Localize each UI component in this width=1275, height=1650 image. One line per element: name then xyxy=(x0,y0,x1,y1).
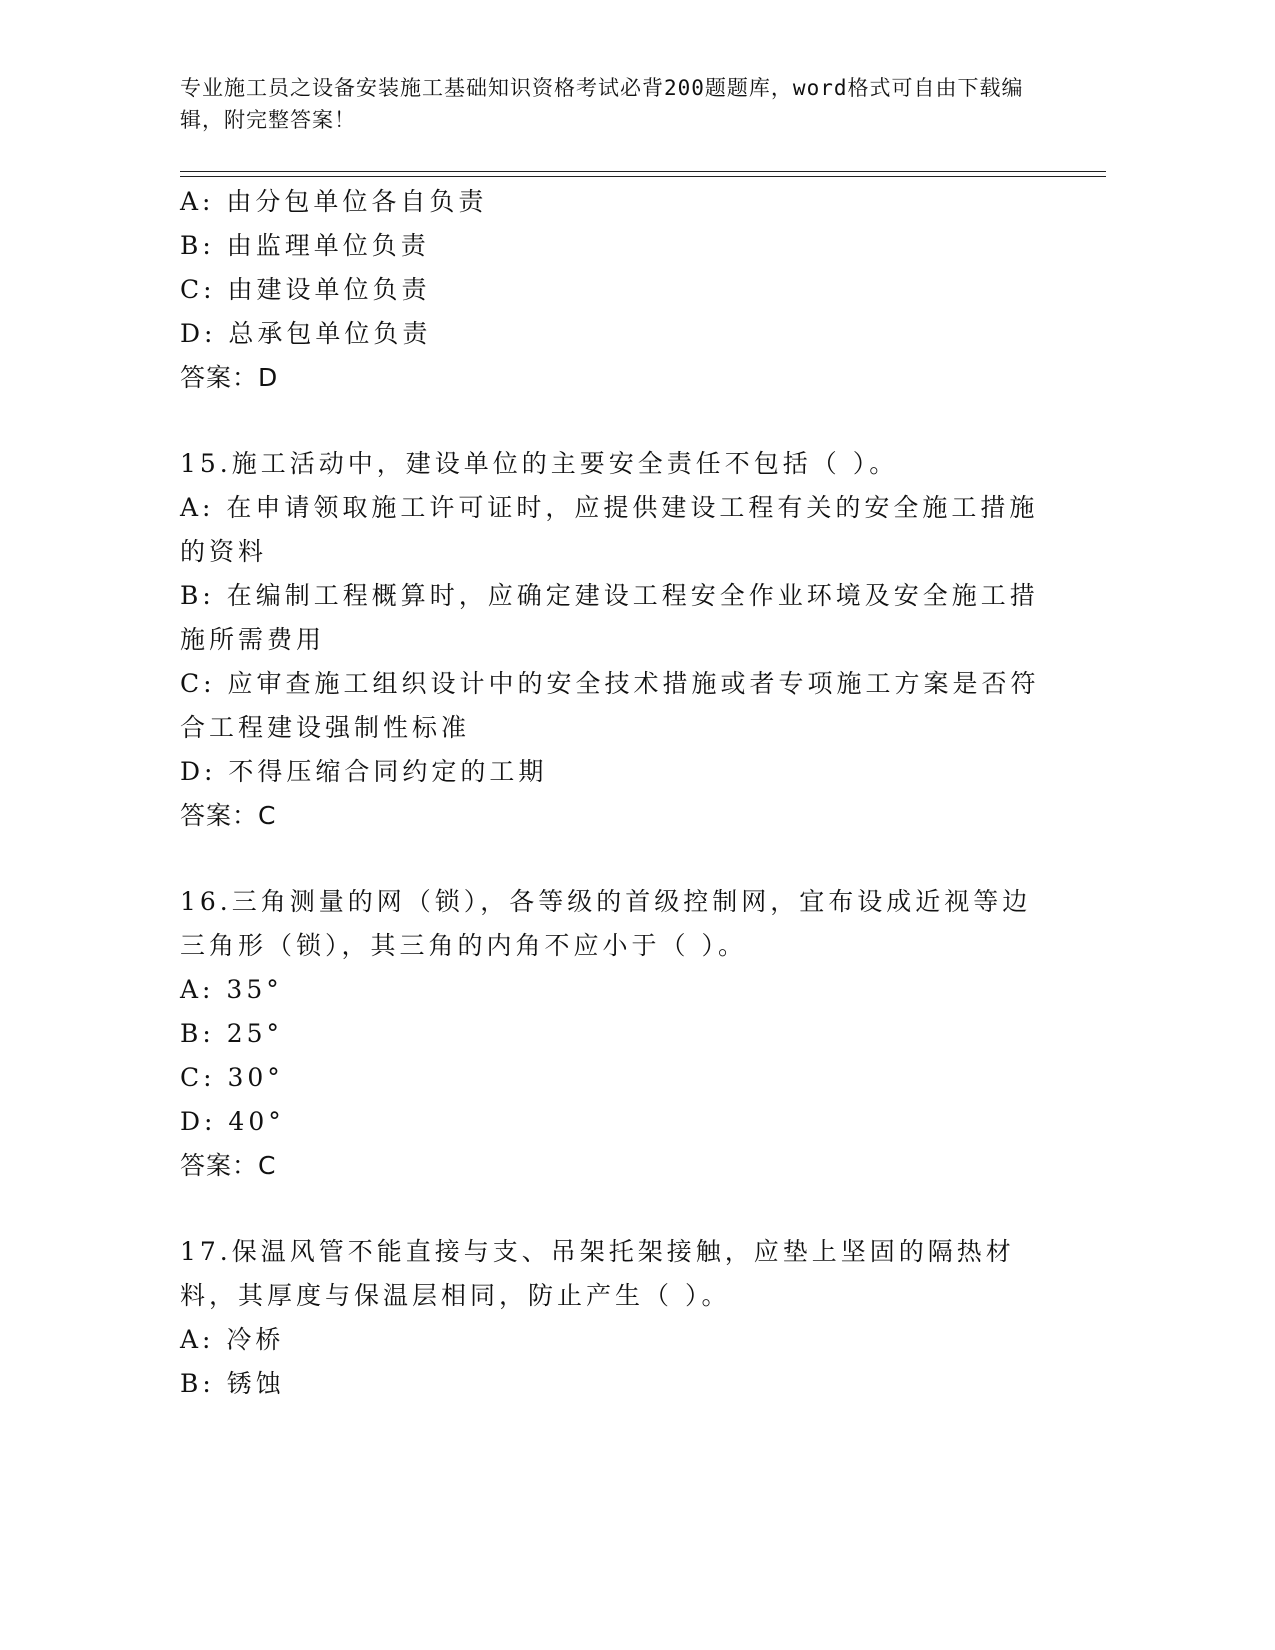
q14-answer: 答案：D xyxy=(180,363,279,392)
q15-option-d: D: 不得压缩合同约定的工期 xyxy=(180,757,548,786)
q16-option-c: C: 30° xyxy=(180,1063,284,1092)
q16-question: 16.三角测量的网（锁），各等级的首级控制网，宜布设成近视等边三角形（锁），其三角的内角不应小于（ ）。 xyxy=(180,887,1032,960)
q15-option-b: B: 在编制工程概算时，应确定建设工程安全作业环境及安全施工措施所需费用 xyxy=(180,581,1039,654)
q15-question: 15.施工活动中，建设单位的主要安全责任不包括（ ）。 xyxy=(180,449,899,478)
question-14-block xyxy=(180,180,1040,400)
q15-option-a: A: 在申请领取施工许可证时，应提供建设工程有关的安全施工措施的资料 xyxy=(180,493,1039,566)
header-divider-bottom xyxy=(180,176,1106,177)
q16-option-a: A: 35° xyxy=(180,975,283,1004)
q17-option-b: B: 锈蚀 xyxy=(180,1369,285,1398)
document-title: 专业施工员之设备安装施工基础知识资格考试必背200题题库，word格式可自由下载编辑，附完整答案！ xyxy=(180,76,1024,132)
q15-option-c: C: 应审查施工组织设计中的安全技术措施或者专项施工方案是否符合工程建设强制性标准 xyxy=(180,669,1040,742)
q14-option-d: D: 总承包单位负责 xyxy=(180,319,432,348)
q16-answer: 答案：C xyxy=(180,1151,277,1180)
q17-option-a: A: 冷桥 xyxy=(180,1325,285,1354)
q14-option-c: C: 由建设单位负责 xyxy=(180,275,431,304)
header-divider-top xyxy=(180,171,1106,172)
q14-option-b: B: 由监理单位负责 xyxy=(180,231,430,260)
q17-question: 17.保温风管不能直接与支、吊架托架接触，应垫上坚固的隔热材料，其厚度与保温层相同，防止产生（ ）。 xyxy=(180,1237,1015,1310)
question-16-block xyxy=(180,880,1040,1188)
question-content xyxy=(180,180,1040,1406)
q16-option-b: B: 25° xyxy=(180,1019,284,1048)
q16-option-d: D: 40° xyxy=(180,1107,285,1136)
q14-option-a: A: 由分包单位各自负责 xyxy=(180,187,488,216)
question-15-block xyxy=(180,442,1040,838)
question-17-block xyxy=(180,1230,1040,1406)
q15-answer: 答案：C xyxy=(180,801,277,830)
